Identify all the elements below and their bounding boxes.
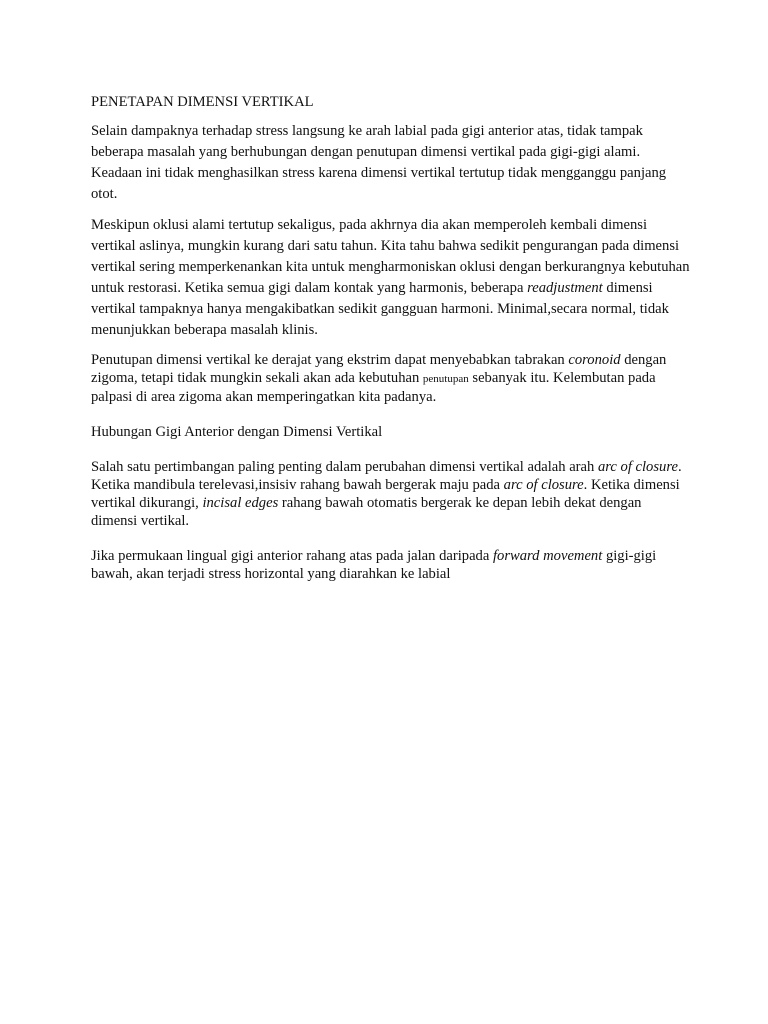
document-page [91,92,691,593]
paragraph-4-text-d: rahang bawah otomatis bergerak ke depan lebih dekat dengan dimensi vertikal. [91,495,642,529]
paragraph-3-small-penutupan: penutupan [422,373,469,385]
document-title: PENETAPAN DIMENSI VERTIKAL [91,94,314,110]
paragraph-3-text-a: Penutupan dimensi vertikal ke derajat yang ekstrim dapat menyebabkan tabrakan [91,352,569,368]
paragraph-2-text-a: Meskipun oklusi alami tertutup sekaligus, pada akhrnya dia akan memperoleh kembali dimensi vertikal aslinya, mungkin kurang dari satu tahun. Kita tahu bahwa sedikit pengurangan pada dimensi vertikal sering memperkenankan kita untuk mengharmoniskan oklusi dengan berkurangnya kebutuhan untuk restorasi. Ketika semua gigi dalam kontak yang harmonis, beberapa [91,217,690,296]
paragraph-3-italic-coronoid: coronoid [568,352,621,368]
paragraph-5-text-a: Jika permukaan lingual gigi anterior rahang atas pada jalan daripada [91,548,493,564]
paragraph-1: Selain dampaknya terhadap stress langsung ke arah labial pada gigi anterior atas, tidak tampak beberapa masalah yang berhubungan dengan penutupan dimensi vertikal pada gigi-gigi alami. Keadaan ini tidak menghasilkan stress karena dimensi vertikal tertutup tidak mengganggu panjang otot. [91,123,667,202]
paragraph-5-italic-forward-movement: forward movement [492,548,603,564]
paragraph-5-text-b: gigi-gigi bawah, akan terjadi stress horizontal yang diarahkan ke labial [91,548,657,582]
paragraph-4-text-c: . Ketika dimensi vertikal dikurangi, [91,477,680,511]
paragraph-4-italic-arc-of-closure-2: arc of closure [503,477,584,493]
paragraph-3-text-b: dengan zigoma, tetapi tidak mungkin sekali akan ada kebutuhan [91,352,667,386]
paragraph-4-text-a: Salah satu pertimbangan paling penting dalam perubahan dimensi vertikal adalah arah [91,459,598,475]
paragraph-4 [91,458,691,530]
section-subheading: Hubungan Gigi Anterior dengan Dimensi Vertikal [91,424,383,440]
paragraph-2-text-b: dimensi vertikal tampaknya hanya mengakibatkan sedikit gangguan harmoni. Minimal,secara normal, tidak menunjukkan beberapa masalah klinis. [91,280,669,338]
paragraph-3 [91,351,691,406]
paragraph-4-text-b: . Ketika mandibula terelevasi,insisiv rahang bawah bergerak maju pada [91,459,682,493]
paragraph-4-italic-arc-of-closure-1: arc of closure [597,459,678,475]
paragraph-2-italic-readjustment: readjustment [527,280,603,296]
paragraph-4-italic-incisal-edges: incisal edges [202,495,279,511]
paragraph-2 [91,215,691,341]
paragraph-5 [91,547,691,583]
paragraph-3-text-c: sebanyak itu. Kelembutan pada palpasi di area zigoma akan memperingatkan kita padanya. [91,370,656,405]
